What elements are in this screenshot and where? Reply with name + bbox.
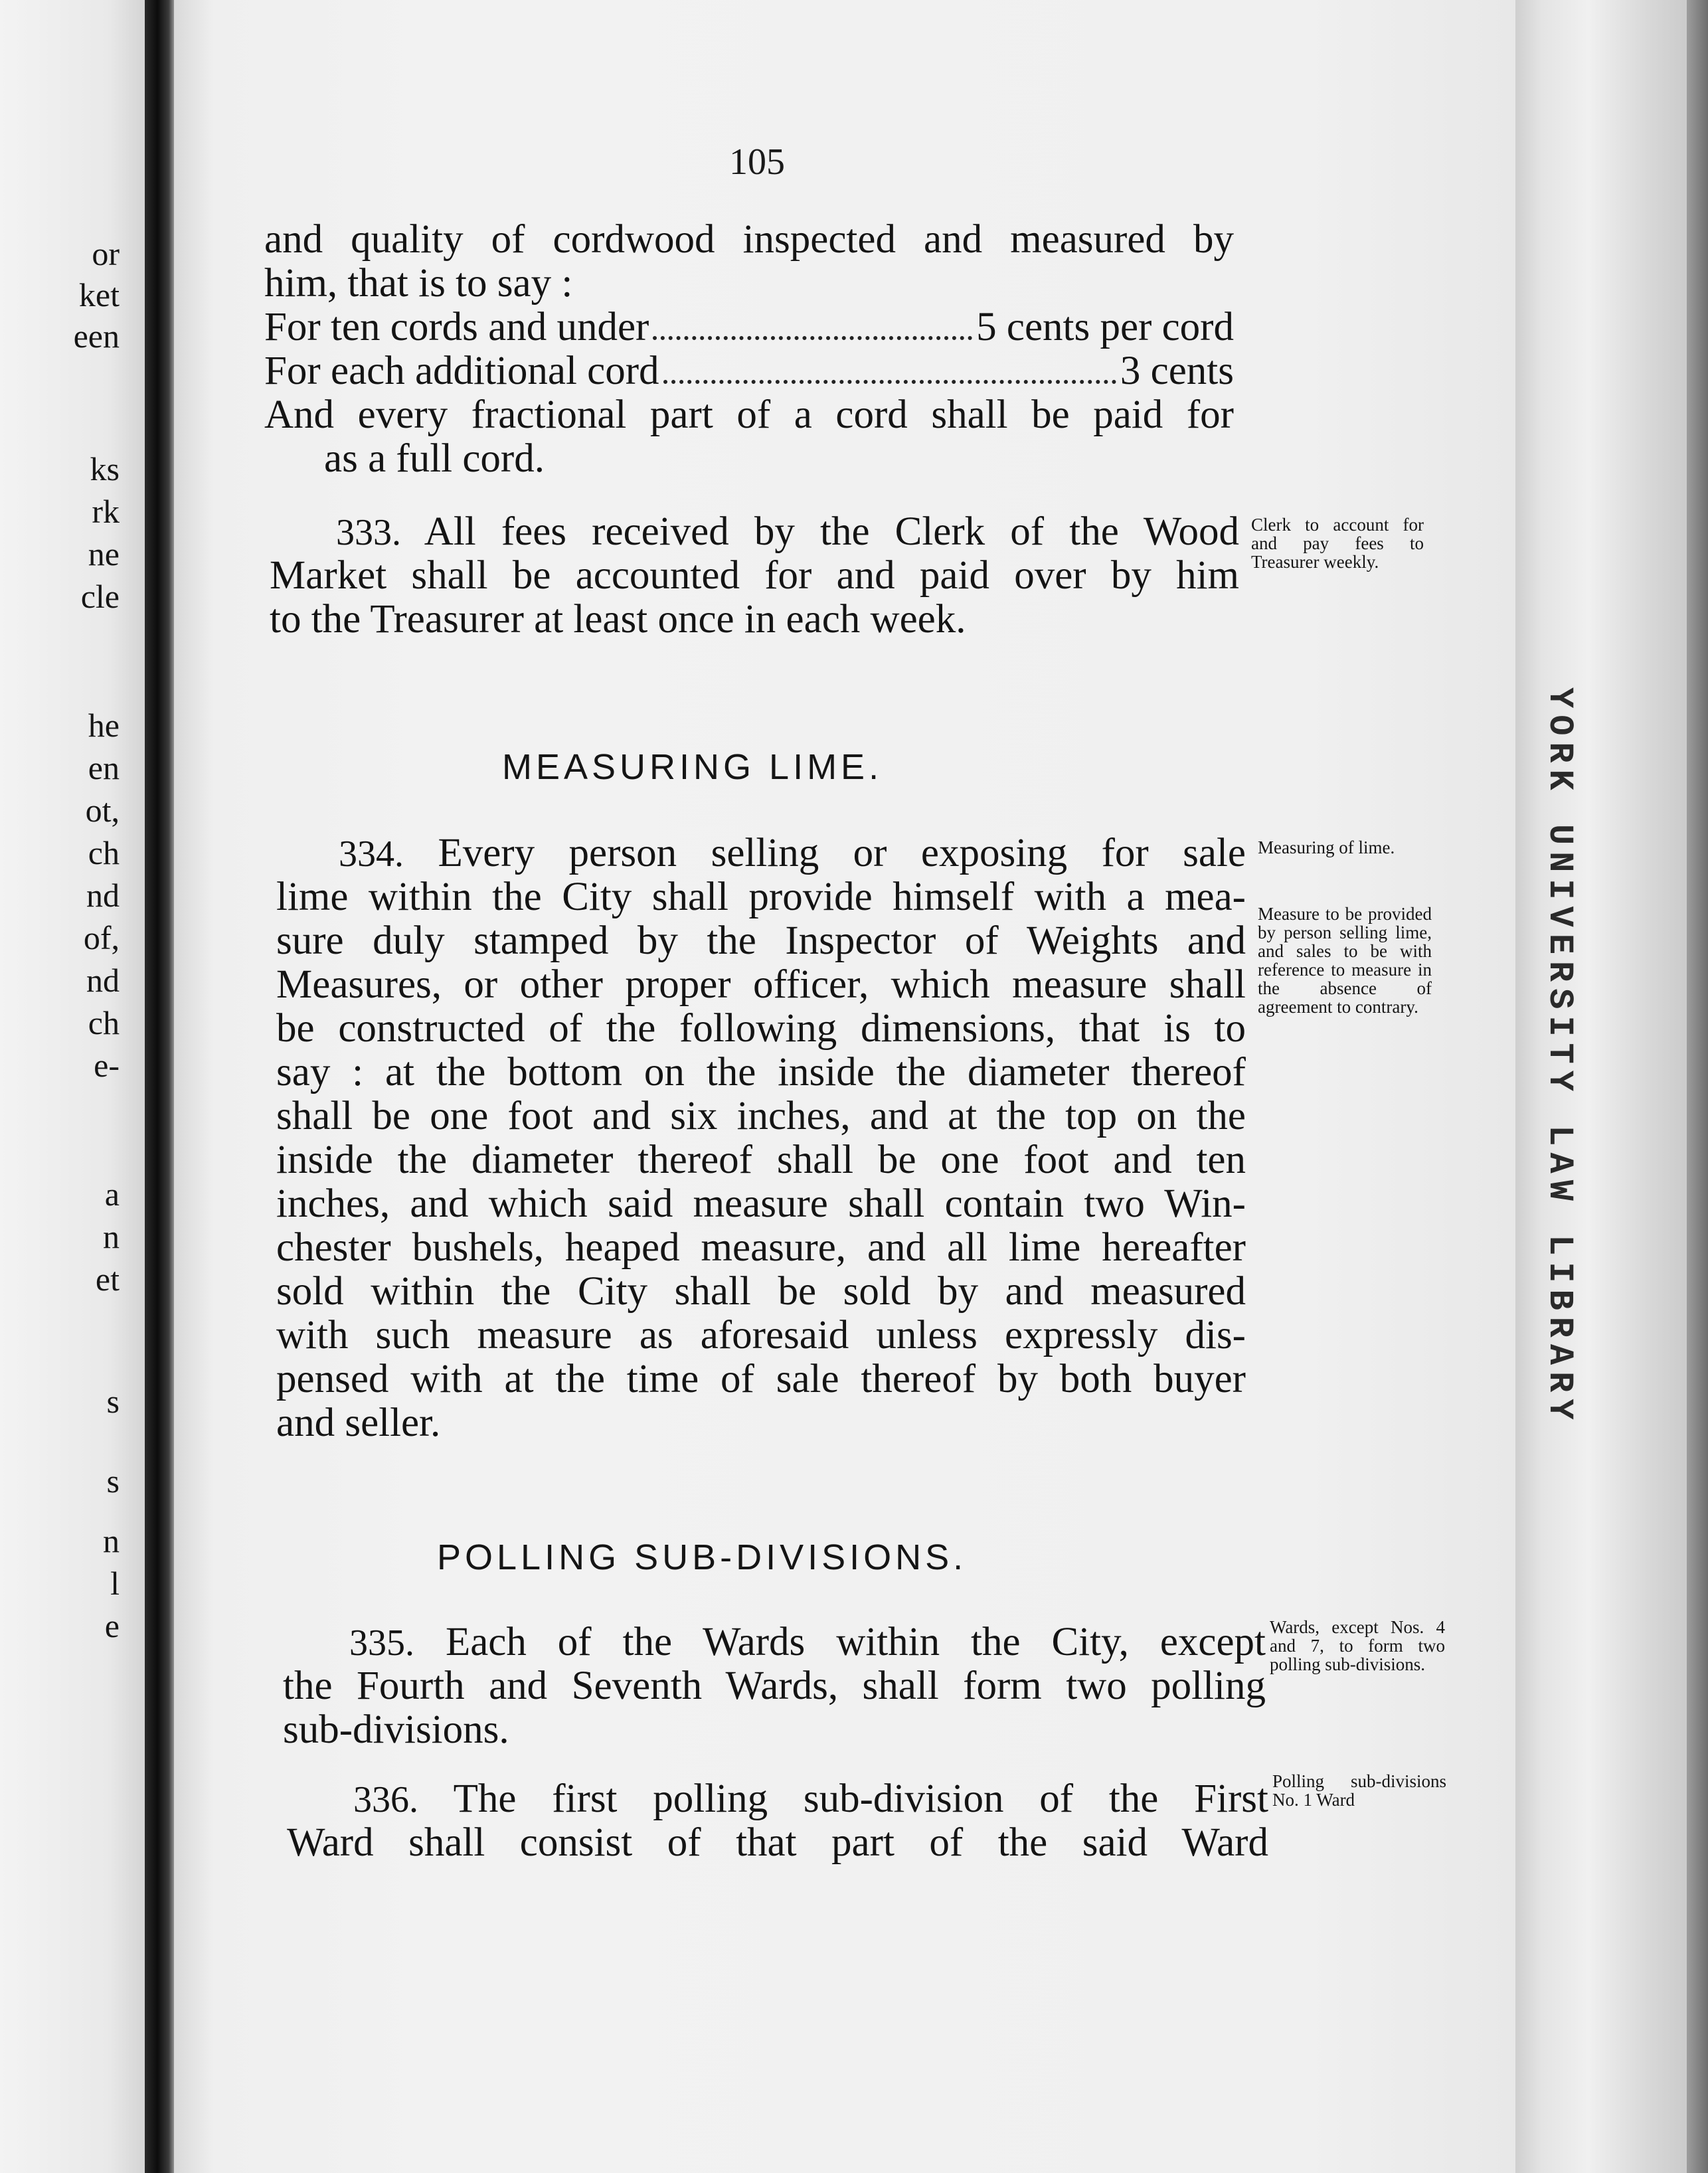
page-number: 105: [729, 141, 785, 183]
page-edge-shadow: [1687, 0, 1708, 2173]
text-line: sure duly stamped by the Inspector of Weights and: [276, 919, 1246, 963]
fee-label: For ten cords and under: [264, 305, 649, 349]
line-text: The first polling sub-division of the First: [453, 1777, 1268, 1821]
section-333: [270, 510, 1239, 642]
section-335: [283, 1620, 1266, 1752]
fee-row-2: [264, 349, 1234, 393]
text-line: Measures, or other proper officer, which measure shall: [276, 963, 1246, 1007]
left-page-text-fragments: [0, 0, 154, 2173]
section-336: [287, 1777, 1268, 1865]
leader-dots: [653, 336, 972, 340]
margin-note-333: Clerk to account for and pay fees to Treasurer weekly.: [1251, 515, 1424, 572]
opening-paragraph: [264, 218, 1234, 481]
text-line: shall be one foot and six inches, and at the top on the: [276, 1094, 1246, 1138]
book-gutter: [145, 0, 177, 2173]
left-page-fragment: een: [73, 317, 120, 355]
text-line: [276, 831, 1246, 875]
left-page-fragment: a: [104, 1175, 120, 1213]
left-page-fragment: n: [103, 1218, 120, 1255]
margin-note-334-a: Measuring of lime.: [1258, 837, 1395, 857]
text-line: be constructed of the following dimensions, that is to: [276, 1007, 1246, 1051]
text-line: [283, 1620, 1266, 1664]
line-text: Each of the Wards within the City, except: [445, 1620, 1266, 1664]
text-line: chester bushels, heaped measure, and all lime hereafter: [276, 1226, 1246, 1270]
left-page-fragment: nd: [86, 962, 120, 999]
text-line: say : at the bottom on the inside the diameter thereof: [276, 1051, 1246, 1094]
text-line: lime within the City shall provide himself with a mea-: [276, 875, 1246, 919]
left-page-fragment: n: [103, 1522, 120, 1559]
section-heading-lime: MEASURING LIME.: [502, 747, 883, 787]
left-page-fragment: e: [104, 1607, 120, 1644]
left-page-fragment: en: [88, 749, 120, 786]
left-page-fragment: ne: [88, 535, 120, 572]
library-stamp: YORK UNIVERSITY LAW LIBRARY: [1540, 687, 1579, 1427]
left-page-fragment: ch: [88, 1004, 120, 1041]
left-page-fragment: of,: [83, 919, 120, 956]
text-line: and seller.: [276, 1401, 441, 1445]
left-page-fragment: he: [88, 707, 120, 744]
section-number: 336.: [353, 1779, 418, 1820]
text-line: [287, 1777, 1268, 1821]
section-number: 333.: [336, 512, 401, 553]
leader-dots: [663, 380, 1116, 384]
text-line: sub-divisions.: [283, 1707, 509, 1752]
section-number: 334.: [339, 833, 404, 875]
text-line: Ward shall consist of that part of the said Ward: [287, 1821, 1268, 1865]
fee-label: For each additional cord: [264, 349, 659, 393]
fee-value: 3 cents: [1120, 349, 1234, 393]
left-page-fragment: s: [106, 1383, 120, 1420]
section-334-lines: [276, 875, 1246, 1401]
text-line: to the Treasurer at least once in each week.: [270, 597, 966, 642]
text-line: Market shall be accounted for and paid over by him: [270, 554, 1239, 598]
text-line: [270, 510, 1239, 554]
text-line: with such measure as aforesaid unless expressly dis-: [276, 1314, 1246, 1357]
left-facing-page: [0, 0, 154, 2173]
line-text: All fees received by the Clerk of the Wood: [424, 510, 1239, 554]
text-line: as a full cord.: [324, 436, 545, 481]
left-page-fragment: ot,: [85, 792, 120, 829]
margin-note-334-b: Measure to be provided by person selling lime, and sales to be with reference to measure in the absence of agreement to contrary.: [1258, 904, 1432, 1017]
text-line: inside the diameter thereof shall be one foot and ten: [276, 1138, 1246, 1182]
left-page-fragment: e-: [94, 1047, 120, 1084]
left-page-fragment: ch: [88, 834, 120, 871]
text-line: and quality of cordwood inspected and measured by: [264, 218, 1234, 262]
text-line: And every fractional part of a cord shall be paid for: [264, 393, 1234, 437]
section-334: [276, 831, 1246, 1445]
fee-row-1: [264, 305, 1234, 349]
left-page-fragment: s: [106, 1462, 120, 1500]
margin-note-335: Wards, except Nos. 4 and 7, to form two polling sub-divisions.: [1270, 1617, 1445, 1674]
left-page-fragment: or: [92, 235, 120, 272]
section-heading-polling: POLLING SUB-DIVISIONS.: [437, 1537, 968, 1577]
left-page-fragment: ket: [78, 276, 120, 313]
text-line: him, that is to say :: [264, 261, 573, 305]
section-number: 335.: [349, 1622, 414, 1664]
left-page-fragment: nd: [86, 877, 120, 914]
text-line: sold within the City shall be sold by and measured: [276, 1270, 1246, 1314]
margin-note-336: Polling sub-divisions No. 1 Ward: [1272, 1771, 1446, 1810]
left-page-fragment: ks: [90, 450, 120, 487]
text-line: the Fourth and Seventh Wards, shall form two polling: [283, 1664, 1266, 1708]
left-page-fragment: et: [95, 1260, 120, 1298]
fee-value: 5 cents per cord: [976, 305, 1234, 349]
text-line: inches, and which said measure shall contain two Win-: [276, 1182, 1246, 1226]
left-page-fragment: l: [110, 1565, 120, 1602]
line-text: Every person selling or exposing for sale: [438, 831, 1246, 875]
left-page-fragment: cle: [80, 578, 120, 615]
text-line: pensed with at the time of sale thereof by both buyer: [276, 1357, 1246, 1401]
left-page-fragment: rk: [92, 493, 120, 530]
